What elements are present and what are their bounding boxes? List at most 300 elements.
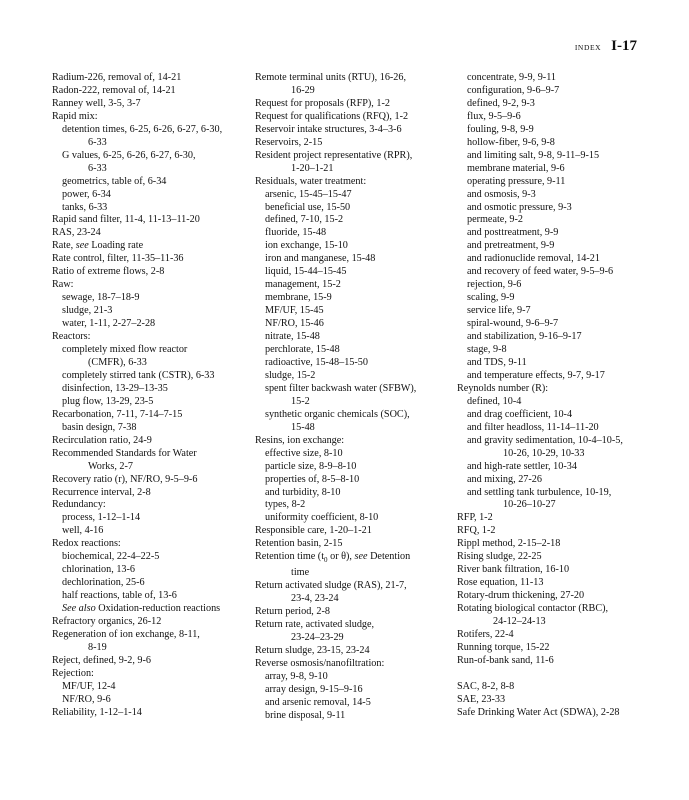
index-entry xyxy=(457,629,642,642)
index-subentry xyxy=(255,279,455,292)
index-column-1 xyxy=(52,72,252,720)
entry-text-t: 6-33 xyxy=(88,162,107,174)
index-entry-continuation xyxy=(255,567,455,580)
entry-text-t: and gravity sedimentation, 10-4–10-5, xyxy=(467,434,623,446)
index-subentry xyxy=(457,370,642,383)
index-subentry xyxy=(255,499,455,512)
index-entry xyxy=(52,85,252,98)
entry-text-r: Detention xyxy=(367,551,411,563)
entry-text-t: Request for qualifications (RFQ), 1-2 xyxy=(255,110,409,122)
entry-text-t: detention times, 6-25, 6-26, 6-27, 6-30, xyxy=(62,123,223,135)
entry-text-t: NF/RO, 9-6 xyxy=(62,693,111,705)
entry-text-t: water, 1-11, 2-27–2-28 xyxy=(62,318,156,330)
entry-text-t: Residuals, water treatment: xyxy=(255,175,367,187)
index-subentry xyxy=(52,422,252,435)
entry-text-t: process, 1-12–1-14 xyxy=(62,512,141,524)
entry-text-t: Ratio of extreme flows, 2-8 xyxy=(52,266,165,278)
index-subentry xyxy=(457,253,642,266)
entry-text-t: and drag coefficient, 10-4 xyxy=(467,408,573,420)
index-column-2 xyxy=(255,72,455,723)
index-entry xyxy=(52,72,252,85)
entry-text-t: iron and manganese, 15-48 xyxy=(265,253,376,265)
index-subentry xyxy=(255,305,455,318)
index-entry-continuation xyxy=(52,137,252,150)
index-subentry xyxy=(457,137,642,150)
entry-text-r: Oxidation-reduction reactions xyxy=(95,603,221,615)
entry-text-t: 24-12–24-13 xyxy=(493,616,546,628)
entry-text-t: 16-29 xyxy=(291,84,315,96)
entry-text-t: defined, 7-10, 15-2 xyxy=(265,214,344,226)
entry-text-t: array design, 9-15–9-16 xyxy=(265,683,363,695)
index-subentry xyxy=(255,318,455,331)
header-section-label: INDEX xyxy=(574,43,602,52)
index-subentry xyxy=(457,163,642,176)
entry-text-t: and posttreatment, 9-9 xyxy=(467,227,559,239)
index-subentry xyxy=(457,487,642,500)
entry-text-t: uniformity coefficient, 8-10 xyxy=(265,512,379,524)
running-header xyxy=(575,38,637,55)
entry-text-t: sludge, 21-3 xyxy=(62,305,113,317)
entry-text-t: Rapid sand filter, 11-4, 11-13–11-20 xyxy=(52,214,200,226)
entry-text-t: Resins, ion exchange: xyxy=(255,434,345,446)
index-entry xyxy=(52,616,252,629)
entry-text-t: SAE, 23-33 xyxy=(457,693,506,705)
entry-text-t: Regeneration of ion exchange, 8-11, xyxy=(52,628,200,640)
entry-text-t: Rotating biological contactor (RBC), xyxy=(457,603,609,615)
entry-text-t: effective size, 8-10 xyxy=(265,447,343,459)
entry-text-t: RAS, 23-24 xyxy=(52,227,101,239)
entry-text-t: nitrate, 15-48 xyxy=(265,331,320,343)
entry-text-t: Recovery ratio (r), NF/RO, 9-5–9-6 xyxy=(52,473,198,485)
index-subentry xyxy=(255,357,455,370)
letter-group-gap xyxy=(457,668,642,681)
entry-text-t: perchlorate, 15-48 xyxy=(265,344,340,356)
index-entry-continuation xyxy=(255,85,455,98)
index-subentry xyxy=(52,512,252,525)
entry-text-t: and limiting salt, 9-8, 9-11–9-15 xyxy=(467,149,600,161)
index-entry xyxy=(52,655,252,668)
entry-text-t: and mixing, 27-26 xyxy=(467,473,542,485)
entry-text-t: Reliability, 1-12–1-14 xyxy=(52,706,142,718)
entry-text-t: ion exchange, 15-10 xyxy=(265,240,348,252)
index-entry-continuation xyxy=(457,616,642,629)
index-subentry xyxy=(255,409,455,422)
index-subentry xyxy=(457,461,642,474)
index-subentry xyxy=(457,124,642,137)
index-entry xyxy=(255,435,455,448)
index-entry xyxy=(457,590,642,603)
index-entry xyxy=(457,707,642,720)
index-subentry xyxy=(52,564,252,577)
index-entry-continuation xyxy=(255,396,455,409)
entry-text-t: and recovery of feed water, 9-5–9-6 xyxy=(467,266,614,278)
index-entry xyxy=(457,383,642,396)
index-entry xyxy=(457,694,642,707)
entry-text-t: 23-24–23-29 xyxy=(291,632,344,644)
index-subentry xyxy=(52,577,252,590)
entry-text-t: Rapid mix: xyxy=(52,110,98,122)
entry-text-t: River bank filtration, 16-10 xyxy=(457,564,570,576)
index-subentry xyxy=(457,292,642,305)
index-subentry xyxy=(457,189,642,202)
entry-text-t: Run-of-bank sand, 11-6 xyxy=(457,654,554,666)
entry-text-t: Return period, 2-8 xyxy=(255,606,330,618)
entry-text-t: spiral-wound, 9-6–9-7 xyxy=(467,318,559,330)
entry-text-t: Recarbonation, 7-11, 7-14–7-15 xyxy=(52,408,183,420)
index-entry xyxy=(52,668,252,681)
index-subentry xyxy=(457,227,642,240)
index-entry xyxy=(52,98,252,111)
entry-text-t: array, 9-8, 9-10 xyxy=(265,670,328,682)
entry-text-t2: or θ), xyxy=(327,551,355,563)
entry-text-t: flux, 9-5–9-6 xyxy=(467,110,521,122)
entry-text-t: arsenic, 15-45–15-47 xyxy=(265,188,352,200)
index-entry xyxy=(255,619,455,632)
entry-text-t: time xyxy=(291,567,310,579)
index-entry-continuation xyxy=(52,163,252,176)
index-entry xyxy=(52,214,252,227)
index-subentry xyxy=(457,396,642,409)
index-subentry xyxy=(255,331,455,344)
index-subentry xyxy=(457,111,642,124)
index-subentry xyxy=(255,344,455,357)
entry-text-t: well, 4-16 xyxy=(62,525,104,537)
entry-text-t: Redundancy: xyxy=(52,499,106,511)
index-entry xyxy=(457,642,642,655)
entry-text-t: membrane material, 9-6 xyxy=(467,162,565,174)
index-entry-continuation xyxy=(52,642,252,655)
index-entry xyxy=(52,499,252,512)
index-subentry xyxy=(457,202,642,215)
entry-text-t: Running torque, 15-22 xyxy=(457,641,550,653)
entry-text-t: Return activated sludge (RAS), 21-7, xyxy=(255,580,407,592)
index-subentry xyxy=(52,344,252,357)
entry-text-t: and radionuclide removal, 14-21 xyxy=(467,253,600,265)
entry-text-t: RFP, 1-2 xyxy=(457,512,493,524)
entry-text-t: hollow-fiber, 9-6, 9-8 xyxy=(467,136,555,148)
index-entry xyxy=(52,487,252,500)
entry-text-t: 1-20–1-21 xyxy=(291,162,334,174)
entry-text-t: Works, 2-7 xyxy=(88,460,134,472)
index-subentry xyxy=(52,189,252,202)
entry-text-t: Redox reactions: xyxy=(52,538,121,550)
index-subentry xyxy=(255,214,455,227)
index-subentry xyxy=(457,357,642,370)
entry-text-t: Reactors: xyxy=(52,331,91,343)
index-entry xyxy=(457,577,642,590)
index-entry-continuation xyxy=(457,499,642,512)
entry-text-t: Reynolds number (R): xyxy=(457,382,549,394)
index-subentry xyxy=(255,383,455,396)
entry-text-t: basin design, 7-38 xyxy=(62,421,137,433)
entry-text-t: chlorination, 13-6 xyxy=(62,564,135,576)
entry-text-t: 10-26, 10-29, 10-33 xyxy=(503,447,585,459)
entry-text-t: Rippl method, 2-15–2-18 xyxy=(457,538,561,550)
entry-text-t: fluoride, 15-48 xyxy=(265,227,327,239)
index-subentry xyxy=(255,684,455,697)
index-entry xyxy=(255,551,455,567)
entry-text-t: Return sludge, 23-15, 23-24 xyxy=(255,644,370,656)
index-subentry xyxy=(255,227,455,240)
entry-text-t: 23-4, 23-24 xyxy=(291,593,339,605)
entry-text-t: and arsenic removal, 14-5 xyxy=(265,696,371,708)
entry-text-t: SAC, 8-2, 8-8 xyxy=(457,680,515,692)
index-subentry xyxy=(255,474,455,487)
index-subentry xyxy=(255,292,455,305)
entry-text-t: Recirculation ratio, 24-9 xyxy=(52,434,152,446)
entry-text-t: completely stirred tank (CSTR), 6-33 xyxy=(62,369,215,381)
index-subentry xyxy=(52,292,252,305)
index-subentry xyxy=(52,694,252,707)
entry-text-t: and filter headloss, 11-14–11-20 xyxy=(467,421,599,433)
entry-text-t: scaling, 9-9 xyxy=(467,292,515,304)
entry-text-t: 15-48 xyxy=(291,421,315,433)
entry-text-t: RFQ, 1-2 xyxy=(457,525,496,537)
index-entry-continuation xyxy=(52,357,252,370)
index-entry-continuation xyxy=(255,422,455,435)
index-entry xyxy=(457,564,642,577)
page-number: I-17 xyxy=(611,38,637,54)
entry-text-t: Rotary-drum thickening, 27-20 xyxy=(457,590,585,602)
entry-text-t: Safe Drinking Water Act (SDWA), 2-28 xyxy=(457,706,620,718)
entry-text-t: Remote terminal units (RTU), 16-26, xyxy=(255,72,407,83)
index-entry xyxy=(52,448,252,461)
entry-text-t: plug flow, 13-29, 23-5 xyxy=(62,395,154,407)
entry-text-t: and temperature effects, 9-7, 9-17 xyxy=(467,369,605,381)
index-subentry xyxy=(255,266,455,279)
index-entry xyxy=(255,150,455,163)
index-subentry xyxy=(457,98,642,111)
index-entry xyxy=(52,409,252,422)
entry-text-t: Recommended Standards for Water xyxy=(52,447,197,459)
entry-text-t: Reject, defined, 9-2, 9-6 xyxy=(52,654,152,666)
entry-text-t: properties of, 8-5–8-10 xyxy=(265,473,360,485)
entry-text-t: management, 15-2 xyxy=(265,279,341,291)
entry-text-t: Retention time (t xyxy=(255,551,325,563)
index-entry xyxy=(52,331,252,344)
entry-text-t: concentrate, 9-9, 9-11 xyxy=(467,72,557,83)
index-subentry xyxy=(457,474,642,487)
index-subentry xyxy=(255,697,455,710)
index-subentry xyxy=(457,344,642,357)
index-entry xyxy=(457,538,642,551)
index-subentry xyxy=(52,603,252,616)
entry-text-t: power, 6-34 xyxy=(62,188,111,200)
entry-text-t: biochemical, 22-4–22-5 xyxy=(62,551,160,563)
index-entry xyxy=(255,176,455,189)
index-entry-continuation xyxy=(255,163,455,176)
entry-text-t: Rejection: xyxy=(52,667,94,679)
entry-text-t: Recurrence interval, 2-8 xyxy=(52,486,151,498)
index-subentry xyxy=(255,671,455,684)
entry-text-t: and settling tank turbulence, 10-19, xyxy=(467,486,612,498)
entry-text-t: (CMFR), 6-33 xyxy=(88,356,147,368)
entry-text-t: and osmotic pressure, 9-3 xyxy=(467,201,572,213)
index-subentry xyxy=(457,435,642,448)
index-entry xyxy=(52,266,252,279)
entry-text-t: beneficial use, 15-50 xyxy=(265,201,351,213)
index-entry xyxy=(255,606,455,619)
index-subentry xyxy=(52,370,252,383)
index-subentry xyxy=(52,525,252,538)
entry-text-t: Request for proposals (RFP), 1-2 xyxy=(255,97,390,109)
index-entry-continuation xyxy=(255,593,455,606)
entry-text-t: Rising sludge, 22-25 xyxy=(457,551,542,563)
index-subentry xyxy=(457,240,642,253)
entry-text-t: Resident project representative (RPR), xyxy=(255,149,413,161)
entry-text-t: Reverse osmosis/nanofiltration: xyxy=(255,657,385,669)
entry-text-r: Loading rate xyxy=(88,240,144,252)
index-entry xyxy=(52,253,252,266)
entry-text-t: and osmosis, 9-3 xyxy=(467,188,536,200)
index-subentry xyxy=(52,396,252,409)
entry-text-t: 10-26–10-27 xyxy=(503,499,556,511)
entry-text-t: and turbidity, 8-10 xyxy=(265,486,341,498)
index-entry xyxy=(255,111,455,124)
entry-text-t: Responsible care, 1-20–1-21 xyxy=(255,525,372,537)
index-subentry xyxy=(52,202,252,215)
index-subentry xyxy=(52,150,252,163)
entry-text-t: Rate, xyxy=(52,240,76,252)
entry-text-t: and pretreatment, 9-9 xyxy=(467,240,555,252)
index-subentry xyxy=(457,422,642,435)
index-entry xyxy=(457,551,642,564)
index-subentry xyxy=(457,266,642,279)
index-entry xyxy=(457,525,642,538)
index-entry xyxy=(52,474,252,487)
index-entry xyxy=(52,538,252,551)
index-entry xyxy=(255,124,455,137)
index-subentry xyxy=(457,214,642,227)
entry-text-i: see xyxy=(75,240,89,252)
index-entry xyxy=(457,512,642,525)
index-subentry xyxy=(52,305,252,318)
entry-text-t: sewage, 18-7–18-9 xyxy=(62,292,140,304)
index-entry xyxy=(255,645,455,658)
entry-text-t: completely mixed flow reactor xyxy=(62,344,188,356)
entry-text-t: G values, 6-25, 6-26, 6-27, 6-30, xyxy=(62,149,196,161)
index-subentry xyxy=(457,409,642,422)
index-entry xyxy=(255,538,455,551)
index-subentry xyxy=(52,681,252,694)
index-entry xyxy=(52,435,252,448)
index-subentry xyxy=(255,487,455,500)
entry-text-t: permeate, 9-2 xyxy=(467,214,524,226)
entry-text-t: radioactive, 15-48–15-50 xyxy=(265,356,368,368)
entry-text-t: Retention basin, 2-15 xyxy=(255,538,343,550)
entry-text-t: liquid, 15-44–15-45 xyxy=(265,266,347,278)
index-subentry xyxy=(457,279,642,292)
entry-text-i: See also xyxy=(62,603,96,615)
entry-text-t: NF/RO, 15-46 xyxy=(265,318,324,330)
index-subentry xyxy=(457,331,642,344)
entry-text-i: see xyxy=(354,551,368,563)
index-entry xyxy=(52,111,252,124)
entry-text-t: disinfection, 13-29–13-35 xyxy=(62,382,168,394)
entry-text-sub: 0 xyxy=(324,556,328,565)
index-subentry xyxy=(52,318,252,331)
index-entry xyxy=(255,137,455,150)
index-subentry xyxy=(255,189,455,202)
index-subentry xyxy=(457,150,642,163)
entry-text-t: 15-2 xyxy=(291,395,310,407)
index-subentry xyxy=(52,590,252,603)
index-subentry xyxy=(255,240,455,253)
entry-text-t: Rotifers, 22-4 xyxy=(457,628,514,640)
entry-text-t: rejection, 9-6 xyxy=(467,279,522,291)
index-subentry xyxy=(255,253,455,266)
entry-text-t: 6-33 xyxy=(88,136,107,148)
entry-text-t: 8-19 xyxy=(88,641,107,653)
entry-text-t: dechlorination, 25-6 xyxy=(62,577,145,589)
index-subentry xyxy=(457,305,642,318)
entry-text-t: operating pressure, 9-11 xyxy=(467,175,566,187)
entry-text-t: Rate control, filter, 11-35–11-36 xyxy=(52,253,184,265)
index-entry-continuation xyxy=(52,461,252,474)
index-subentry xyxy=(52,551,252,564)
entry-text-t: configuration, 9-6–9-7 xyxy=(467,84,560,96)
entry-text-t: and TDS, 9-11 xyxy=(467,356,527,368)
entry-text-t: Reservoir intake structures, 3-4–3-6 xyxy=(255,123,402,135)
index-entry xyxy=(457,655,642,668)
entry-text-t: spent filter backwash water (SFBW), xyxy=(265,382,417,394)
index-entry xyxy=(255,580,455,593)
index-entry xyxy=(255,72,455,85)
index-entry-continuation xyxy=(255,632,455,645)
entry-text-t: defined, 10-4 xyxy=(467,395,522,407)
index-entry xyxy=(457,681,642,694)
entry-text-t: particle size, 8-9–8-10 xyxy=(265,460,357,472)
index-subentry xyxy=(457,72,642,85)
entry-text-t: Radium-226, removal of, 14-21 xyxy=(52,72,182,83)
entry-text-t: Ranney well, 3-5, 3-7 xyxy=(52,97,141,109)
entry-text-t: Rose equation, 11-13 xyxy=(457,577,544,589)
entry-text-t: synthetic organic chemicals (SOC), xyxy=(265,408,410,420)
entry-text-t: fouling, 9-8, 9-9 xyxy=(467,123,534,135)
entry-text-t: stage, 9-8 xyxy=(467,344,507,356)
index-entry xyxy=(52,240,252,253)
index-subentry xyxy=(255,448,455,461)
index-subentry xyxy=(457,85,642,98)
index-entry xyxy=(52,629,252,642)
index-entry xyxy=(255,525,455,538)
index-entry xyxy=(52,227,252,240)
index-subentry xyxy=(52,124,252,137)
entry-text-t: MF/UF, 12-4 xyxy=(62,680,116,692)
entry-text-t: Reservoirs, 2-15 xyxy=(255,136,323,148)
entry-text-t: types, 8-2 xyxy=(265,499,306,511)
index-subentry xyxy=(255,710,455,723)
index-entry xyxy=(52,707,252,720)
index-subentry xyxy=(255,202,455,215)
entry-text-t: membrane, 15-9 xyxy=(265,292,332,304)
entry-text-t: Return rate, activated sludge, xyxy=(255,619,375,631)
entry-text-t: service life, 9-7 xyxy=(467,305,531,317)
index-subentry xyxy=(255,512,455,525)
entry-text-t: brine disposal, 9-11 xyxy=(265,709,346,721)
entry-text-t: defined, 9-2, 9-3 xyxy=(467,97,535,109)
entry-text-t: Radon-222, removal of, 14-21 xyxy=(52,84,176,96)
entry-text-t: tanks, 6-33 xyxy=(62,201,108,213)
index-subentry xyxy=(52,383,252,396)
entry-text-t: geometrics, table of, 6-34 xyxy=(62,175,167,187)
entry-text-t: Refractory organics, 26-12 xyxy=(52,616,162,628)
index-subentry xyxy=(52,176,252,189)
index-subentry xyxy=(255,461,455,474)
index-subentry xyxy=(457,176,642,189)
index-subentry xyxy=(255,370,455,383)
entry-text-t: Raw: xyxy=(52,279,74,291)
